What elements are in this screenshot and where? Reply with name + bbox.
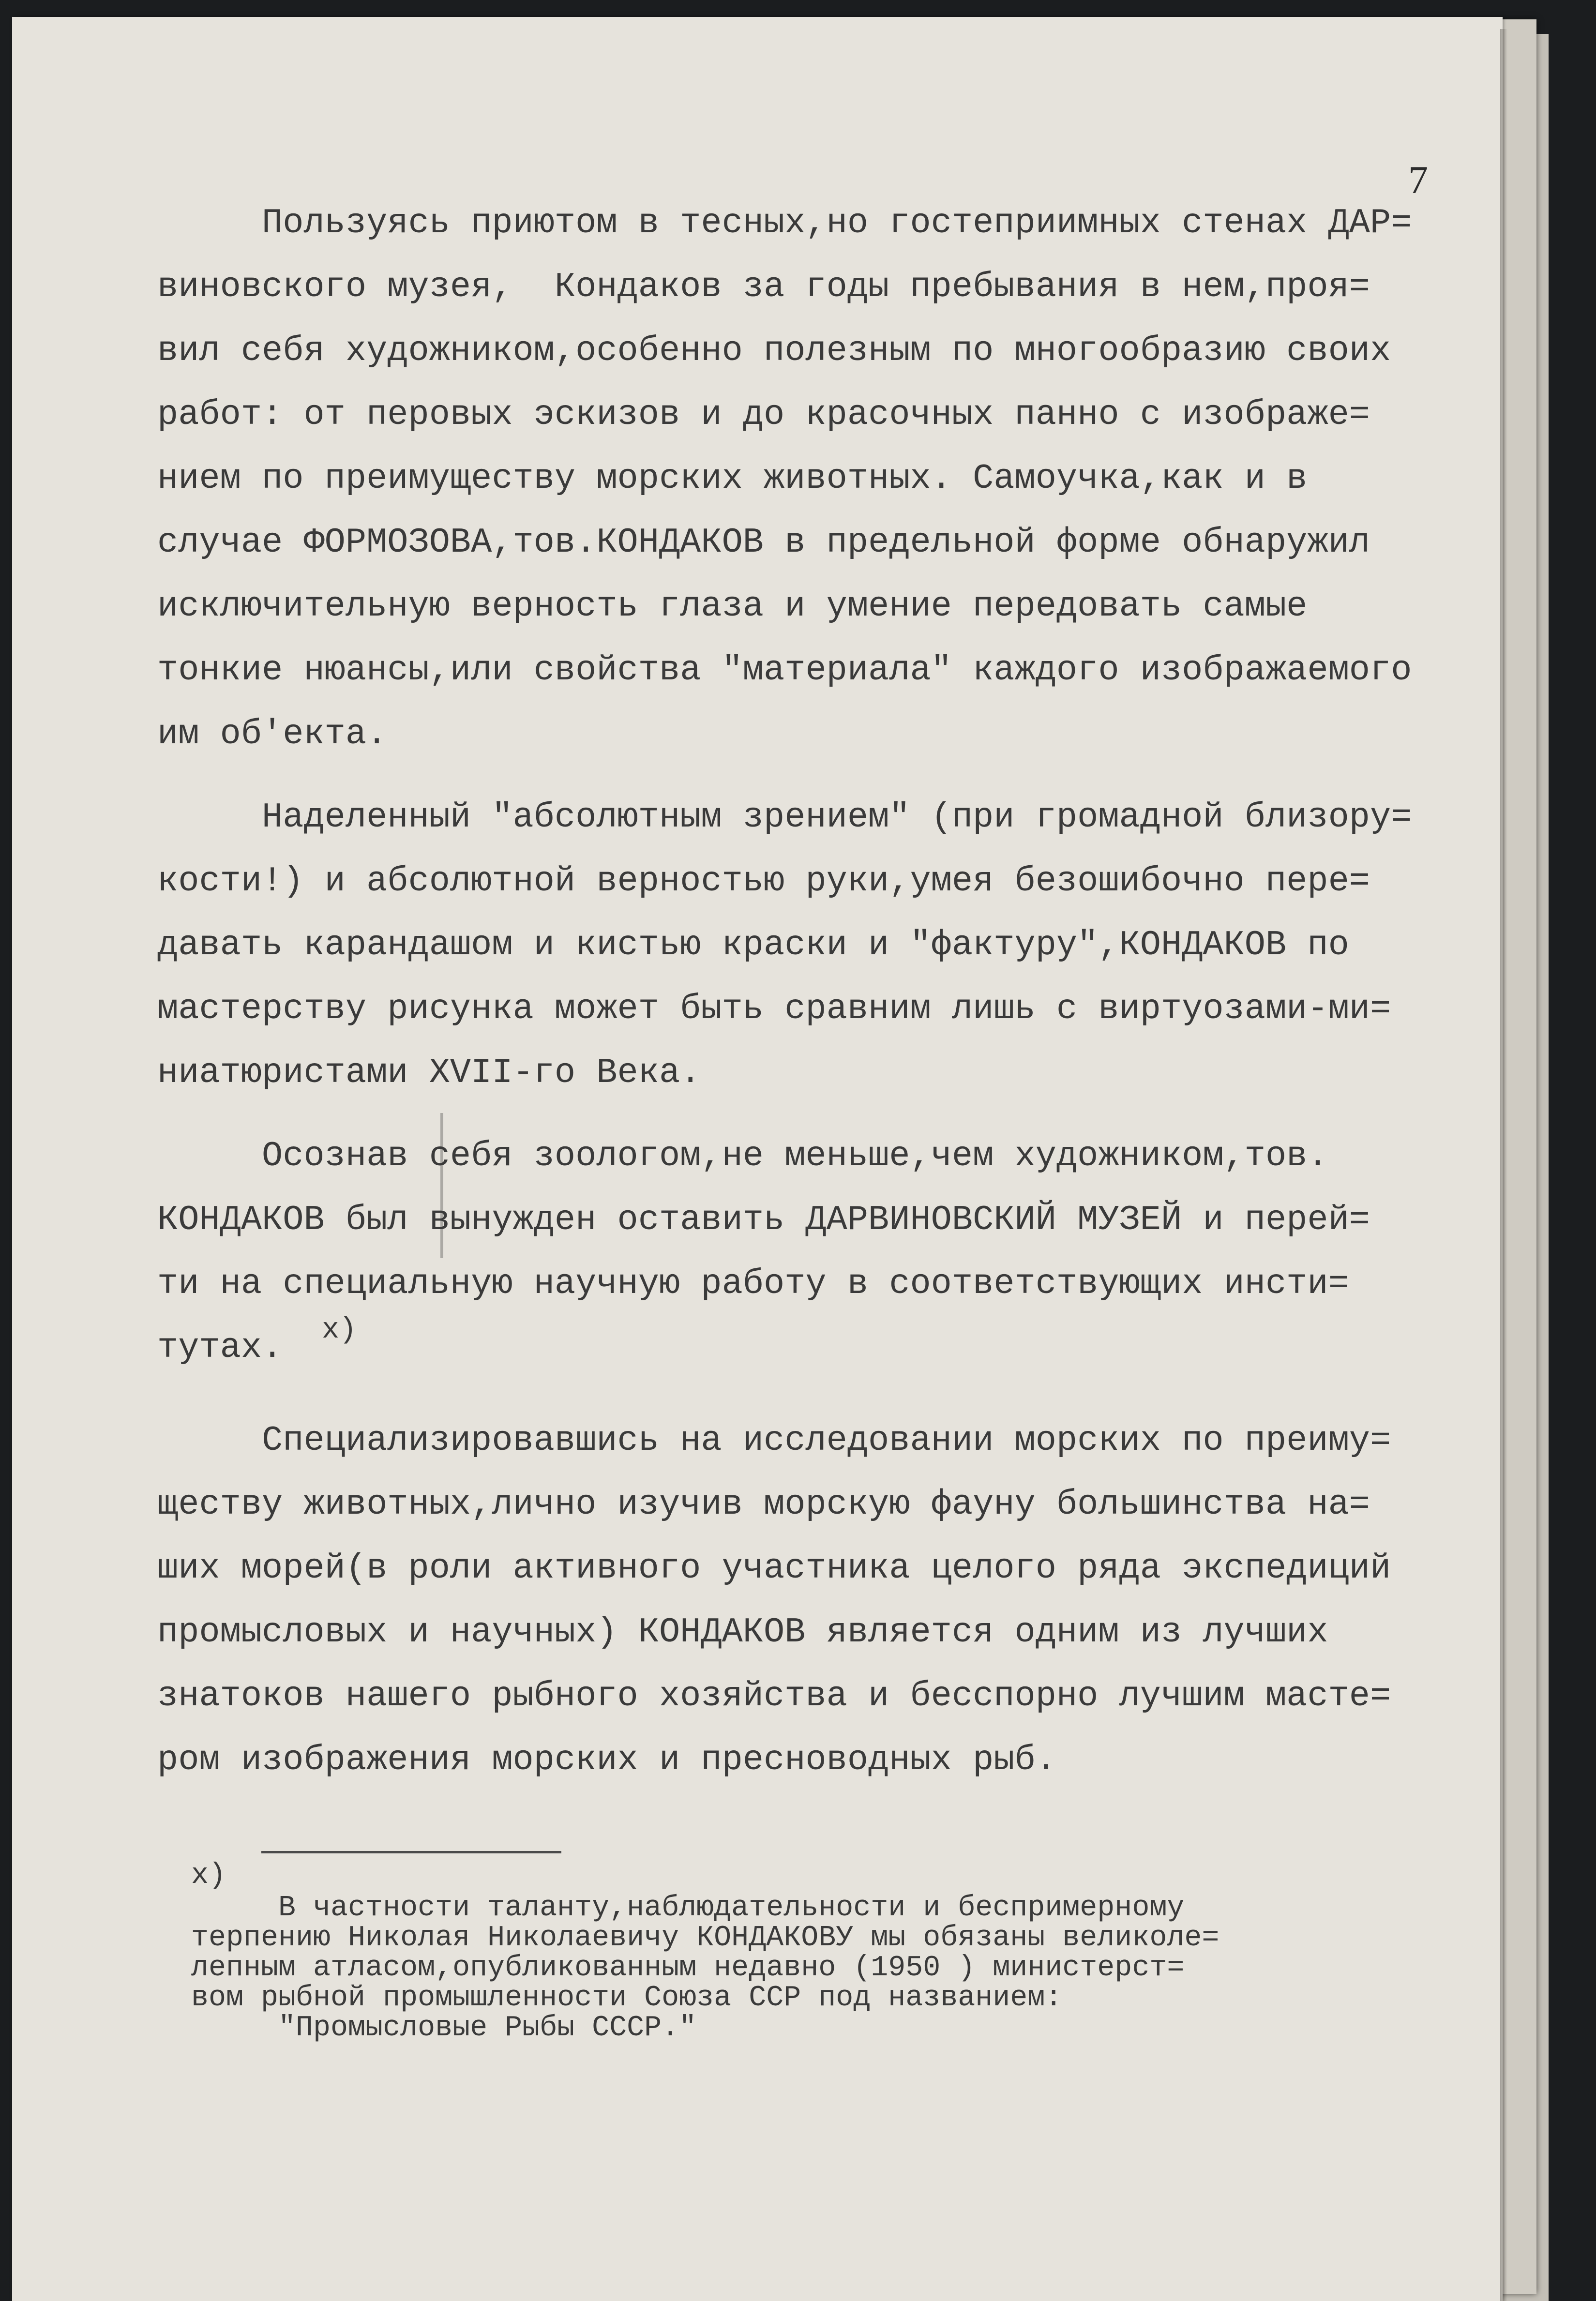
text-line: промысловых и научных) КОНДАКОВ является одним из лучших xyxy=(157,1612,1328,1652)
text-line: нием по преимуществу морских животных. Самоучка,как и в xyxy=(157,459,1308,498)
text-line: вил себя художником,особенно полезным по многообразию своих xyxy=(157,331,1391,371)
page-number: 7 xyxy=(1408,158,1428,202)
text-line: работ: от перовых эскизов и до красочных панно с изображе= xyxy=(157,395,1370,435)
document-body xyxy=(157,191,1454,1792)
page-edge-shadow xyxy=(1500,29,1507,2301)
text-line: ществу животных,лично изучив морскую фауну большинства на= xyxy=(157,1485,1370,1524)
footnote-line: "Промысловые Рыбы СССР." xyxy=(191,2012,697,2045)
text-line: ром изображения морских и пресноводных рыб. xyxy=(157,1740,1056,1780)
text-line: тонкие нюансы,или свойства "материала" каждого изображаемого xyxy=(157,650,1412,690)
footnote-line: вом рыбной промышленности Союза ССР под названием: xyxy=(191,1982,1063,2015)
text-line: КОНДАКОВ был вынужден оставить ДАРВИНОВСКИЙ МУЗЕЙ и перей= xyxy=(157,1200,1370,1240)
text-line: Наделенный "абсолютным зрением" (при громадной близору= xyxy=(157,797,1412,837)
text-line: случае ФОРМОЗОВА,тов.КОНДАКОВ в предельной форме обнаружил xyxy=(157,523,1370,562)
footnote-line: В частности таланту,наблюдательности и беспримерному xyxy=(191,1892,1185,1925)
text-line: виновского музея, Кондаков за годы пребывания в нем,проя= xyxy=(157,267,1370,307)
text-line: давать карандашом и кистью краски и "фактуру",КОНДАКОВ по xyxy=(157,925,1349,965)
footnote-reference: х) xyxy=(322,1314,357,1347)
text-line: исключительную верность глаза и умение передовать самые xyxy=(157,587,1308,626)
text-line: ти на специальную научную работу в соответствующих инсти= xyxy=(157,1264,1349,1304)
text-line: Специализировавшись на исследовании морских по преиму= xyxy=(157,1421,1391,1460)
text-line: ших морей(в роли активного участника целого ряда экспедиций xyxy=(157,1549,1391,1588)
typewriter-correction-mark xyxy=(440,1113,443,1258)
text-line: знатоков нашего рыбного хозяйства и бесспорно лучшим масте= xyxy=(157,1676,1391,1716)
paragraph-1 xyxy=(157,191,1454,766)
text-line: Осознав себя зоологом,не меньше,чем художником,тов. xyxy=(157,1136,1328,1176)
footnote-divider xyxy=(261,1851,561,1853)
text-line: мастерству рисунка может быть сравним лишь с виртуозами-ми= xyxy=(157,989,1391,1029)
text-line: ниатюристами XVII-го Века. xyxy=(157,1053,701,1093)
paragraph-2 xyxy=(157,785,1454,1105)
footnote-line: лепным атласом,опубликованным недавно (1950 ) министерст= xyxy=(191,1952,1185,1985)
text-line: Пользуясь приютом в тесных,но гостеприимных стенах ДАР= xyxy=(157,203,1412,243)
text-line: им об'екта. xyxy=(157,714,388,754)
text-line: тутах. xyxy=(157,1328,283,1368)
text-line: кости!) и абсолютной верностью руки,умея безошибочно пере= xyxy=(157,861,1370,901)
footnote xyxy=(191,1858,1459,2043)
footnote-marker: х) xyxy=(191,1859,226,1892)
footnote-line: терпению Николая Николаевичу КОНДАКОВУ мы обязаны великоле= xyxy=(191,1922,1220,1955)
paragraph-4 xyxy=(157,1409,1454,1792)
